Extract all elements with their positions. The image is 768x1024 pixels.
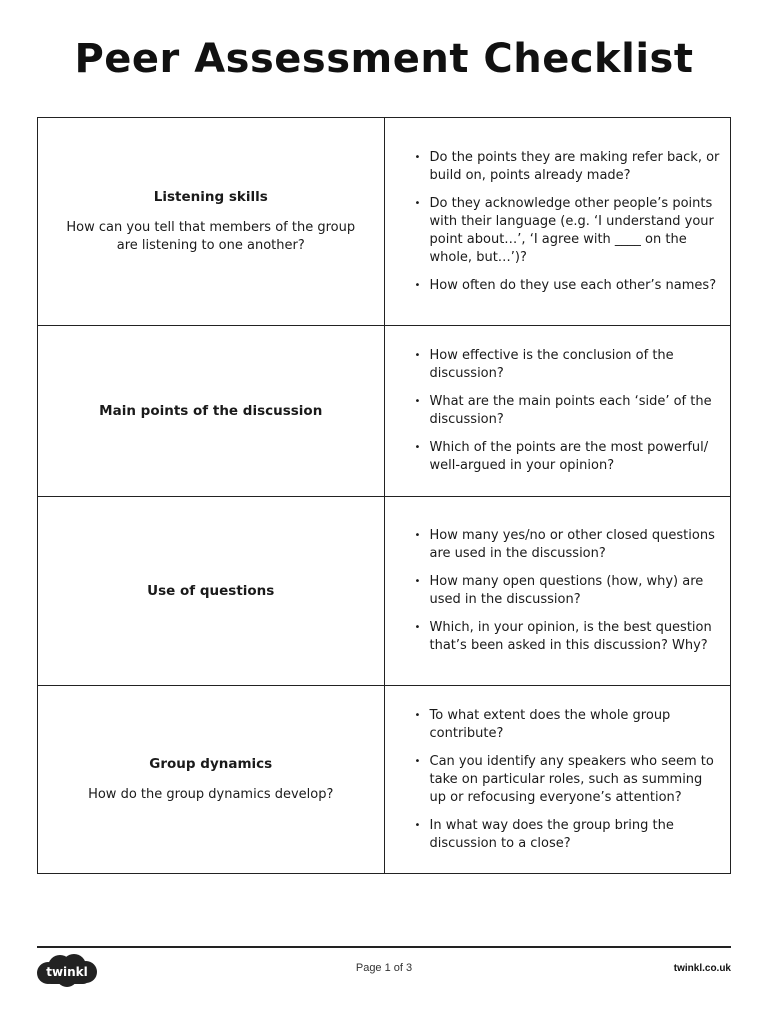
topic-cell xyxy=(38,686,385,874)
prompt-item: • Do the points they are making refer back, or build on, points already made? xyxy=(415,149,723,185)
prompt-list xyxy=(415,149,723,295)
topic-cell xyxy=(38,118,385,326)
topic-cell xyxy=(38,497,385,686)
prompt-item: • How often do they use each other’s names? xyxy=(415,277,723,295)
prompts-cell xyxy=(384,118,731,326)
checklist-row xyxy=(38,497,731,686)
prompt-item: • Which, in your opinion, is the best question that’s been asked in this discussion? Why? xyxy=(415,619,723,655)
prompt-item: • How many yes/no or other closed questions are used in the discussion? xyxy=(415,527,723,563)
topic-heading: Use of questions xyxy=(147,583,275,599)
checklist-row xyxy=(38,118,731,326)
prompts-cell xyxy=(384,686,731,874)
prompt-item: • To what extent does the whole group contribute? xyxy=(415,707,723,743)
checklist-row xyxy=(38,326,731,497)
topic-heading: Listening skills xyxy=(153,188,268,205)
page-title: Peer Assessment Checklist xyxy=(74,36,694,82)
prompt-list xyxy=(415,347,723,475)
prompts-cell xyxy=(384,497,731,686)
checklist-table xyxy=(37,117,731,874)
prompt-item: • How many open questions (how, why) are used in the discussion? xyxy=(415,573,723,609)
topic-cell xyxy=(38,326,385,497)
prompt-item: • In what way does the group bring the discussion to a close? xyxy=(415,817,723,853)
topic-heading: Group dynamics xyxy=(149,755,273,772)
prompt-list xyxy=(415,707,723,853)
checklist-row xyxy=(38,686,731,874)
prompt-item: • Do they acknowledge other people’s points with their language (e.g. ‘I understand your point about…’, ‘I agree with ____ on the whole, but…’)? xyxy=(415,195,723,267)
prompt-list xyxy=(415,527,723,655)
logo-wordmark: twinkl xyxy=(46,965,88,979)
prompt-item: • What are the main points each ‘side’ of the discussion? xyxy=(415,393,723,429)
topic-heading: Main points of the discussion xyxy=(99,403,323,419)
site-url: twinkl.co.uk xyxy=(673,963,731,974)
topic-description: How can you tell that members of the group are listening to one another? xyxy=(66,219,356,253)
prompts-cell xyxy=(384,326,731,497)
topic-description: How do the group dynamics develop? xyxy=(88,786,334,802)
prompt-item: • Can you identify any speakers who seem to take on particular roles, such as summing up or refocusing everyone’s attention? xyxy=(415,753,723,807)
page-number: Page 1 of 3 xyxy=(355,962,413,974)
prompt-item: • Which of the points are the most powerful/ well-argued in your opinion? xyxy=(415,439,723,475)
footer-divider xyxy=(37,946,731,948)
prompt-item: • How effective is the conclusion of the discussion? xyxy=(415,347,723,383)
